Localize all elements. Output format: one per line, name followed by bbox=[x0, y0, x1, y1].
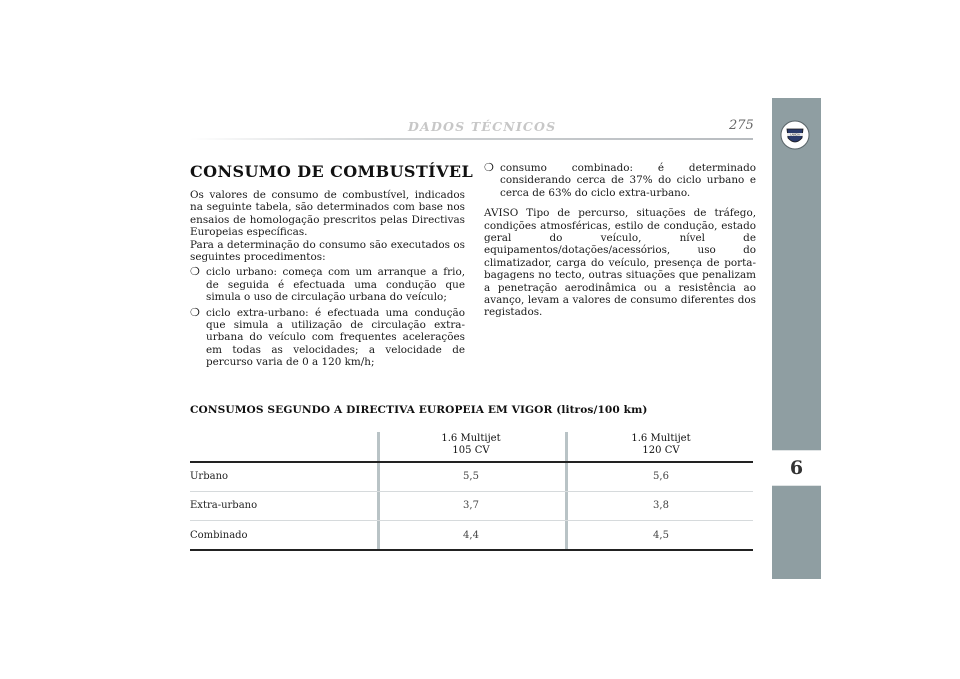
column-header-model: 1.6 Multijet bbox=[441, 433, 501, 444]
intro-paragraph-2: Para a determinação do consumo são executados os seguintes procedimentos: bbox=[190, 238, 465, 264]
bullet-text: consumo combinado: é determinado considerando cerca de 37% do ciclo urbano e cerca de 63% do ciclo extra-urbano. bbox=[500, 162, 756, 199]
logo-wordmark: LANCIA bbox=[790, 133, 800, 137]
bullet-text: ciclo urbano: começa com um arranque a frio, de seguida é efectuada uma condução que simula o uso de circulação urbana do veículo; bbox=[206, 266, 465, 304]
bullet-icon: ❍ bbox=[190, 305, 200, 319]
cell-urban-105cv: 5,5 bbox=[463, 471, 479, 482]
row-label-urban: Urbano bbox=[190, 471, 229, 482]
cell-combined-105cv: 4,4 bbox=[463, 530, 479, 541]
warning-paragraph: AVISO Tipo de percurso, situações de tráfego, condições atmosféricas, estilo de condução, estado geral do veículo, nível de equipamentos/dotações/acessórios, uso do climatizador, carga do veículo, presença de porta-bagagens no tecto, outras situações que penalizam a penetração aerodinâmica ou a resistência ao avanço, levam a valores de consumo diferentes dos registados. bbox=[484, 207, 756, 319]
bullet-urban-cycle bbox=[190, 266, 465, 303]
intro-paragraph-1: Os valores de consumo de combustível, indicados na seguinte tabela, são determinados com base nos ensaios de homologação prescritos pelas Directivas Europeias específicas. bbox=[190, 189, 465, 239]
header-divider bbox=[190, 138, 753, 140]
cell-extra-urban-105cv: 3,7 bbox=[463, 500, 479, 511]
cell-extra-urban-120cv: 3,8 bbox=[653, 500, 669, 511]
cell-urban-120cv: 5,6 bbox=[653, 471, 669, 482]
table-row-divider bbox=[190, 520, 753, 521]
row-label-extra-urban: Extra-urbano bbox=[190, 500, 258, 511]
page-number: 275 bbox=[729, 118, 754, 133]
bullet-icon: ❍ bbox=[190, 265, 200, 279]
chapter-side-tab bbox=[772, 98, 821, 579]
column-header-105cv bbox=[411, 433, 531, 456]
section-title: CONSUMO DE COMBUSTÍVEL bbox=[190, 162, 474, 181]
column-header-power: 120 CV bbox=[642, 444, 680, 456]
table-row-divider bbox=[190, 491, 753, 492]
chapter-number-box[interactable] bbox=[772, 450, 821, 486]
table-header-rule bbox=[190, 461, 753, 463]
column-header-model: 1.6 Multijet bbox=[631, 433, 691, 444]
table-bottom-rule bbox=[190, 549, 753, 551]
bullet-text: ciclo extra-urbano: é efectuada uma condução que simula a utilização de circulação extra-urbana do veículo com frequentes acelerações em todas as velocidades; a velocidade de percurso varia de 0 a 120 km/h; bbox=[206, 306, 465, 369]
bullet-combined bbox=[484, 162, 756, 199]
column-header-120cv bbox=[601, 433, 721, 456]
chapter-number: 6 bbox=[789, 457, 804, 479]
bullet-icon: ❍ bbox=[484, 161, 494, 174]
cell-combined-120cv: 4,5 bbox=[653, 530, 669, 541]
table-title: CONSUMOS SEGUNDO A DIRECTIVA EUROPEIA EM VIGOR (litros/100 km) bbox=[190, 404, 648, 416]
bullet-extra-urban-cycle bbox=[190, 307, 465, 369]
row-label-combined: Combinado bbox=[190, 530, 248, 541]
header-title: DADOS TÉCNICOS bbox=[408, 119, 557, 134]
column-header-power: 105 CV bbox=[452, 444, 490, 456]
right-text-column bbox=[484, 162, 756, 319]
lancia-shield-icon bbox=[780, 120, 810, 150]
left-text-column bbox=[190, 189, 465, 369]
